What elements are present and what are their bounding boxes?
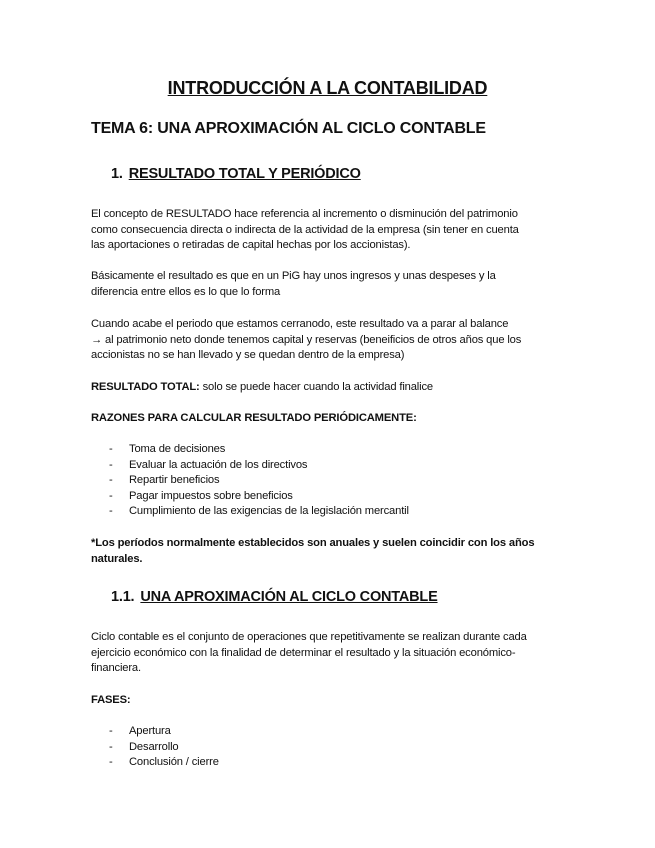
para-line: diferencia entre ellos es lo que lo forma [91, 285, 281, 298]
list-item: - Apertura [91, 724, 219, 740]
razones-list [91, 442, 409, 520]
para-line: Ciclo contable es el conjunto de operaciones que repetitivamente se realizan durante cada [91, 631, 527, 643]
list-item: - Conclusión / cierre [91, 755, 219, 771]
resultado-total-line [91, 380, 571, 396]
ciclo-contable-paragraph [91, 630, 571, 677]
balance-paragraph [91, 317, 581, 364]
list-item: - Toma de decisiones [91, 442, 409, 458]
resultado-definition-paragraph [91, 207, 571, 254]
periodos-note [91, 536, 571, 567]
fases-heading: FASES: [91, 694, 131, 706]
razones-heading: RAZONES PARA CALCULAR RESULTADO PERIÓDICAMENTE: [91, 412, 417, 424]
para-line: Cuando acabe el periodo que estamos cerranodo, este resultado va a parar al balance [91, 318, 509, 330]
note-line: *Los períodos normalmente establecidos son anuales y suelen coincidir con los años [91, 537, 535, 549]
para-line: accionistas no se han llevado y se quedan dentro de la empresa) [91, 349, 405, 361]
para-line: → al patrimonio neto donde tenemos capital y reservas (beneificios de otros años que los [91, 333, 522, 346]
document-title: INTRODUCCIÓN A LA CONTABILIDAD [167, 78, 488, 98]
list-item: - Pagar impuestos sobre beneficios [91, 489, 409, 505]
para-line: como consecuencia directa o indirecta de la actividad de la empresa (sin tener en cuenta [91, 223, 519, 236]
fases-list [91, 724, 219, 771]
section-1-1-title: UNA APROXIMACIÓN AL CICLO CONTABLE [140, 589, 438, 605]
section-1-number: 1. [111, 166, 123, 182]
resultado-total-label: RESULTADO TOTAL: [91, 381, 200, 393]
list-item: - Evaluar la actuación de los directivos [91, 458, 409, 474]
section-1-1-heading [111, 589, 438, 605]
pig-paragraph [91, 269, 571, 300]
para-line: ejercicio económico con la finalidad de determinar el resultado y la situación económico- [91, 646, 516, 659]
topic-heading: TEMA 6: UNA APROXIMACIÓN AL CICLO CONTABLE [91, 120, 486, 137]
para-line: Básicamente el resultado es que en un PiG hay unos ingresos y unas despeses y la [91, 270, 496, 282]
para-line: las aportaciones o retiradas de capital hechas por los accionistas). [91, 239, 411, 251]
resultado-total-text: solo se puede hacer cuando la actividad finalice [199, 381, 433, 393]
section-1-title: RESULTADO TOTAL Y PERIÓDICO [128, 166, 361, 182]
section-1-1-number: 1.1. [111, 589, 135, 605]
para-line: financiera. [91, 662, 141, 674]
list-item: - Desarrollo [91, 740, 219, 756]
note-line: naturales. [91, 552, 143, 565]
list-item: - Cumplimiento de las exigencias de la legislación mercantil [91, 504, 409, 520]
section-1-heading [111, 166, 361, 182]
list-item: - Repartir beneficios [91, 473, 409, 489]
para-line: El concepto de RESULTADO hace referencia al incremento o disminución del patrimonio [91, 208, 518, 220]
